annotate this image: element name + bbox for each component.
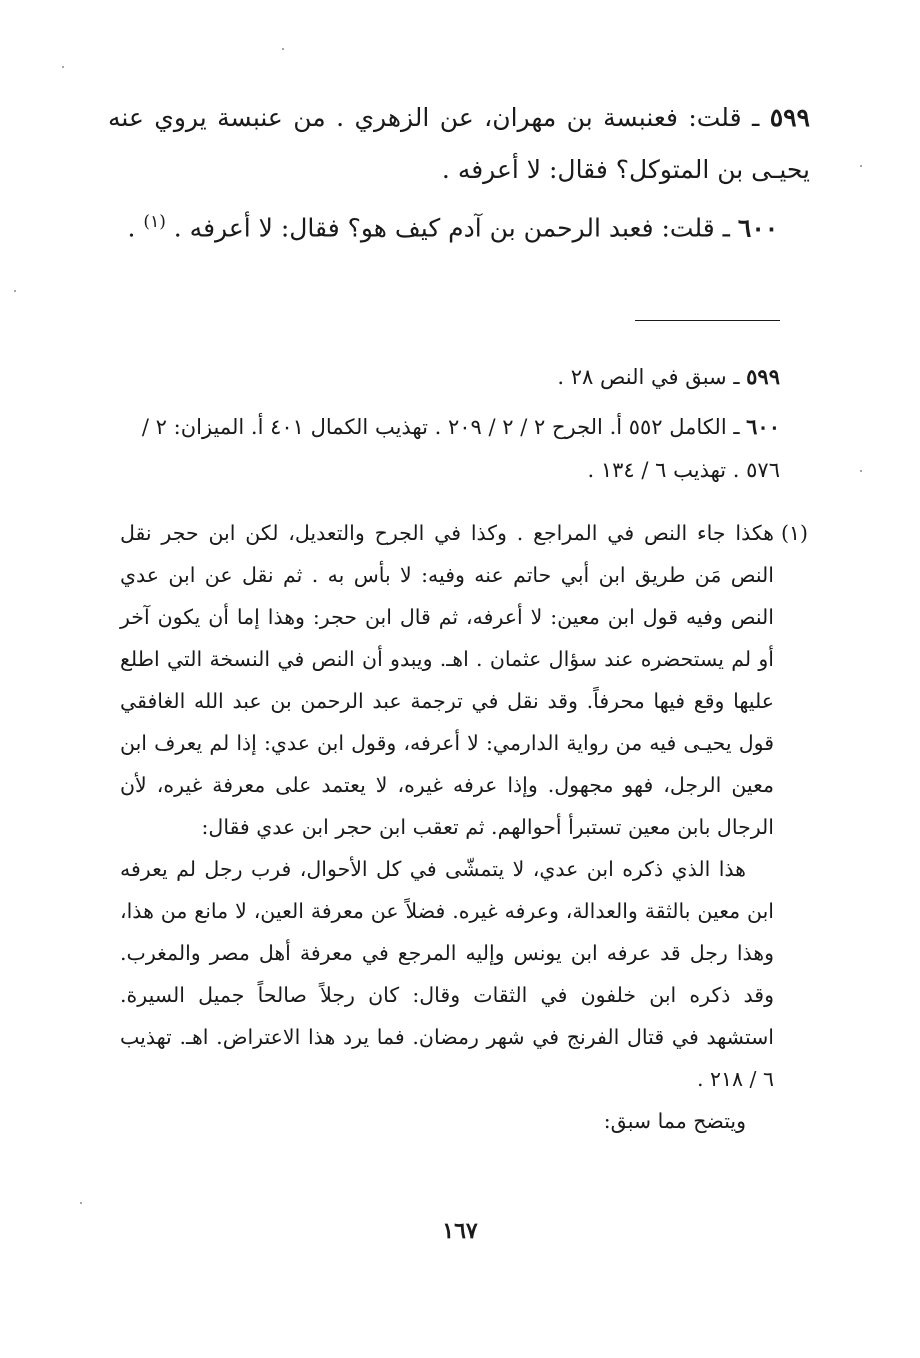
- footnote-body: [120, 512, 774, 1142]
- reference-text: ـ سبق في النص ٢٨ .: [557, 365, 747, 389]
- footnote-separator: [635, 320, 780, 321]
- reference-text: ـ الكامل ٥٥٢ أ. الجرح ٢ / ٢ / ٢٠٩ . تهذيب الكمال ٤٠١ أ. الميزان: ٢ / ٥٧٦ . تهذيب ٦ / ١٣٤ .: [141, 415, 780, 482]
- entry-600: [108, 196, 810, 254]
- scan-speck: [80, 1202, 82, 1204]
- scan-speck: [14, 290, 16, 292]
- source-references: [118, 355, 780, 498]
- footnote-reference: (١): [143, 212, 166, 232]
- main-text: [108, 92, 810, 254]
- footnote-paragraph-3: ويتضح مما سبق:: [603, 1109, 746, 1133]
- entry-end: .: [127, 213, 144, 243]
- footnote-paragraph-2: هذا الذي ذكره ابن عدي، لا يتمشّى في كل الأحوال، فرب رجل لم يعرفه ابن معين بالثقة والعدالة، وعرفه غيره. فضلاً عن معرفة العين، لا مانع من هذا، وهذا رجل قد عرفه ابن يونس وإليه المرجع في معرفة أهل مصر والمغرب. وقد ذكره ابن خلفون في الثقات وقال: كان رجلاً صالحاً جميل السيرة. استشهد في قتال الفرنج في شهر رمضان. فما يرد هذا الاعتراض. اهـ. تهذيب ٦ / ٢١٨ .: [120, 857, 774, 1091]
- reference-599: [118, 355, 780, 399]
- footnote-1: [120, 512, 808, 1142]
- reference-number: ٦٠٠: [746, 414, 780, 439]
- entry-text: ـ قلت: فعنبسة بن مهران، عن الزهري . من عنبسة يروي عنه يحيـى بن المتوكل؟ فقال: لا أعرفه .: [108, 103, 810, 184]
- reference-number: ٥٩٩: [746, 364, 780, 389]
- page-number: ١٦٧: [442, 1218, 478, 1244]
- entry-599: [108, 92, 810, 196]
- scan-speck: [860, 470, 862, 472]
- entry-number: ٦٠٠: [737, 213, 779, 243]
- scan-speck: [62, 66, 64, 68]
- reference-600: [118, 405, 780, 492]
- scan-speck: [282, 48, 284, 50]
- footnote-marker: (١): [780, 521, 808, 545]
- scan-speck: [860, 165, 862, 167]
- footnote-row: [120, 512, 808, 1142]
- entry-number: ٥٩٩: [769, 103, 810, 132]
- footnote-paragraph-1: هكذا جاء النص في المراجع . وكذا في الجرح والتعديل، لكن ابن حجر نقل النص مَن طريق ابن أبي حاتم عنه وفيه: لا بأس به . ثم نقل عن ابن عدي النص وفيه قول ابن معين: لا أعرفه، ثم قال ابن حجر: وهذا إما أن يكون آخر أو لم يستحضره عند سؤال عثمان . اهـ. ويبدو أن النص في النسخة التي اطلع عليها وقع فيها محرفاً. وقد نقل في ترجمة عبد الرحمن بن عبد الله الغافقي قول يحيـى فيه من رواية الدارمي: لا أعرفه، وقول ابن عدي: إذا لم يعرف ابن معين الرجل، فهو مجهول. وإذا عرفه غيره، لا يعتمد على معرفة غيره، لأن الرجال بابن معين تستبرأ أحوالهم. ثم تعقب ابن حجر ابن عدي فقال:: [120, 521, 774, 839]
- entry-text: ـ قلت: فعبد الرحمن بن آدم كيف هو؟ فقال: لا أعرفه .: [165, 213, 738, 243]
